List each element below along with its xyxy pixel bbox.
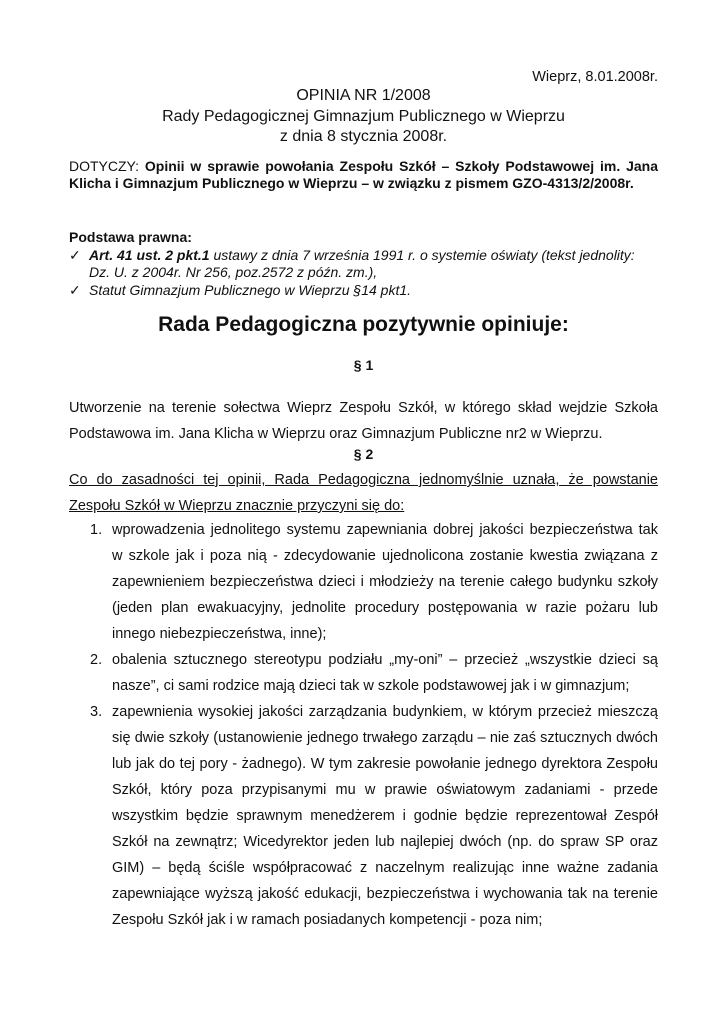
section-1-text: Utworzenie na terenie sołectwa Wieprz Zespołu Szkół, w którego skład wejdzie Szkoła Podstawowa im. Jana Klicha w Wieprzu oraz Gimnazjum Publiczne nr2 w Wieprzu. xyxy=(69,400,658,442)
list-item-text: zapewnienia wysokiej jakości zarządzania budynkiem, w którym przecież mieszczą się dwie szkoły (ustanowienie jednego trwałego zarządu – nie zaś sztucznych dwóch lub jak do tej pory - żadnego). W tym zakresie powołanie jednego dyrektora Zespołu Szkół, który poza przypisanymi mu w prawie oświatowym zadaniami - przede wszystkim będzie sprawnym menedżerem i godnie będzie reprezentował Zespół Szkół na zewnątrz; Wicedyrektor jeden lub najlepiej dwóch (np. do spraw SP oraz GIM) – będą ściśle współpracować z naczelnym realizując inne ważne zadania zapewniające wyższą jakość edukacji, bezpieczeństwa i wychowania tak na terenie Zespołu Szkół jak i w ramach posiadanych kompetencji - poza nim; xyxy=(112,704,658,928)
checkmark-icon: ✓ xyxy=(69,281,81,298)
dotyczy-text: Opinii w sprawie powołania Zespołu Szkół – Szkoły Podstawowej im. Jana Klicha i Gimnazjum Publicznego w Wieprzu – w związku z pismem GZO-4313/2/2008r. xyxy=(69,158,658,191)
podstawa-label: Podstawa prawna: xyxy=(69,229,192,245)
main-heading: Rada Pedagogiczna pozytywnie opiniuje: xyxy=(158,313,569,336)
dotyczy-label: DOTYCZY: xyxy=(69,158,145,174)
checkmark-icon: ✓ xyxy=(69,246,81,263)
section-mark-1: § 1 xyxy=(353,357,374,373)
list-item-number: 1. xyxy=(90,522,103,538)
podstawa-item xyxy=(69,247,658,282)
podstawa-prawna xyxy=(69,229,658,299)
list-item-text: wprowadzenia jednolitego systemu zapewniania dobrej jakości bezpieczeństwa tak w szkole jak i poza nią - zdecydowanie ujednolicona zostanie kwestia związana z zapewnieniem bezpieczeństwa dzieci i młodzieży na terenie całego budynku szkoły (jeden plan ewakuacyjny, jednolite procedury postępowania w razie pożaru lub innego niebezpieczeństwa, inne); xyxy=(112,522,658,642)
section-2-list xyxy=(69,517,658,933)
document-date-line: z dnia 8 stycznia 2008r. xyxy=(279,128,448,145)
list-item-number: 3. xyxy=(90,704,103,720)
document-date: Wieprz, 8.01.2008r. xyxy=(532,69,658,85)
podstawa-item-text: Statut Gimnazjum Publicznego w Wieprzu §14 pkt1. xyxy=(89,281,412,298)
list-item-number: 2. xyxy=(90,652,103,668)
document-title: OPINIA NR 1/2008 xyxy=(296,87,431,104)
document-subtitle: Rady Pedagogicznej Gimnazjum Publicznego w Wieprzu xyxy=(162,108,565,125)
section-2-intro: Co do zasadności tej opinii, Rada Pedagogiczna jednomyślnie uznała, że powstanie Zespołu Szkół w Wieprzu znacznie przyczyni się do: xyxy=(69,472,658,514)
dotyczy-block xyxy=(69,158,658,192)
list-item xyxy=(69,699,658,933)
list-item-text: obalenia sztucznego stereotypu podziału „my-oni” – przecież „wszystkie dzieci są nasze”, ci sami rodzice mają dzieci tak w szkole podstawowej jak i w gimnazjum; xyxy=(112,652,658,694)
podstawa-item-text: ustawy z dnia 7 września 1991 r. o systemie oświaty (tekst jednolity: Dz. U. z 2004r. Nr 256, poz.2572 z późn. zm.), xyxy=(89,246,635,280)
podstawa-item-bold: Art. 41 ust. 2 pkt.1 xyxy=(89,246,210,263)
list-item xyxy=(69,647,658,699)
podstawa-item xyxy=(69,282,658,300)
list-item xyxy=(69,517,658,647)
section-mark-2: § 2 xyxy=(353,446,374,462)
